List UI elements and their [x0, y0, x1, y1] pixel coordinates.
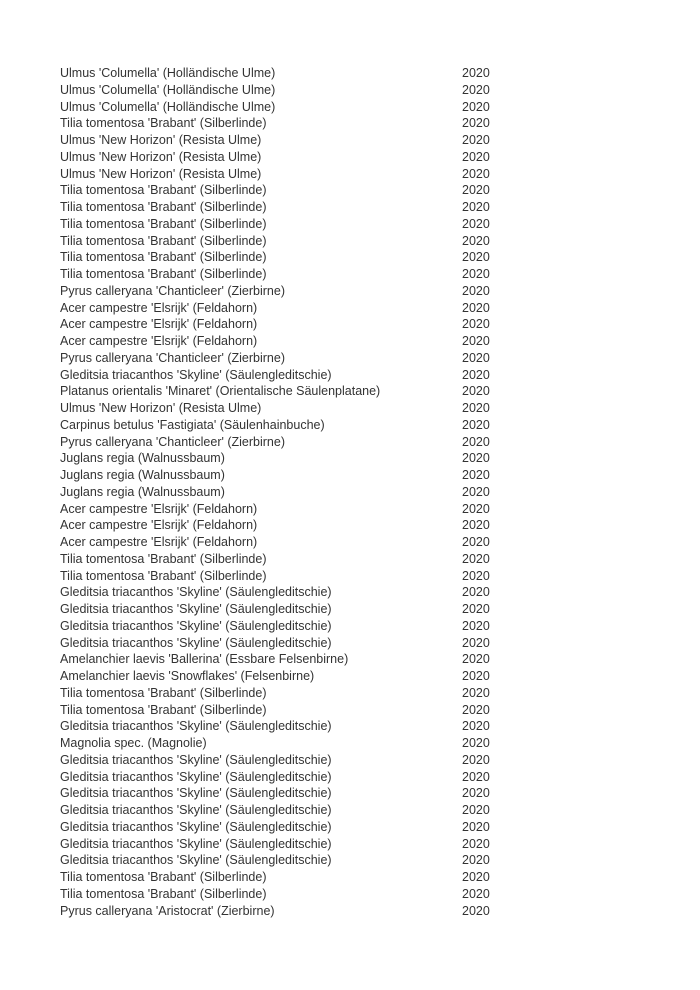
list-item: [60, 584, 700, 601]
planting-year: 2020: [462, 635, 490, 650]
list-item: [60, 383, 700, 400]
planting-year: 2020: [462, 736, 490, 750]
tree-name: Gleditsia triacanthos 'Skyline' (Säulengleditschie): [60, 853, 332, 868]
tree-name: Ulmus 'Columella' (Holländische Ulme): [60, 66, 276, 80]
list-item: [60, 685, 700, 702]
planting-year: 2020: [462, 216, 490, 231]
tree-name: Ulmus 'New Horizon' (Resista Ulme): [60, 401, 262, 415]
tree-name: Tilia tomentosa 'Brabant' (Silberlinde): [60, 267, 267, 281]
planting-year: 2020: [462, 149, 490, 164]
tree-name: Tilia tomentosa 'Brabant' (Silberlinde): [60, 886, 267, 901]
list-item: [60, 434, 700, 451]
planting-year: 2020: [462, 903, 490, 918]
planting-year: 2020: [462, 200, 490, 214]
planting-year: 2020: [462, 267, 490, 281]
tree-name: Juglans regia (Walnussbaum): [60, 484, 225, 499]
planting-year: 2020: [462, 250, 490, 265]
planting-year: 2020: [462, 484, 490, 499]
planting-year: 2020: [462, 786, 490, 801]
planting-year: 2020: [462, 434, 490, 449]
list-item: [60, 115, 700, 132]
tree-name: Ulmus 'New Horizon' (Resista Ulme): [60, 133, 262, 147]
list-item: [60, 149, 700, 166]
list-item: [60, 417, 700, 434]
tree-name: Tilia tomentosa 'Brabant' (Silberlinde): [60, 685, 267, 700]
planting-year: 2020: [462, 618, 490, 633]
list-item: [60, 166, 700, 183]
list-item: [60, 651, 700, 668]
list-item: [60, 266, 700, 283]
list-item: [60, 836, 700, 853]
list-item: [60, 601, 700, 618]
planting-year: 2020: [462, 819, 490, 834]
list-item: [60, 367, 700, 384]
list-item: [60, 735, 700, 752]
tree-name: Amelanchier laevis 'Ballerina' (Essbare Felsenbirne): [60, 652, 349, 667]
tree-name: Gleditsia triacanthos 'Skyline' (Säulengleditschie): [60, 719, 332, 734]
planting-year: 2020: [462, 317, 490, 332]
planting-year: 2020: [462, 116, 490, 131]
tree-name: Acer campestre 'Elsrijk' (Feldahorn): [60, 518, 258, 533]
planting-year: 2020: [462, 384, 490, 399]
list-item: [60, 467, 700, 484]
list-item: [60, 182, 700, 199]
tree-name: Gleditsia triacanthos 'Skyline' (Säulengleditschie): [60, 635, 332, 650]
planting-year: 2020: [462, 568, 490, 583]
planting-year: 2020: [462, 518, 490, 533]
planting-year: 2020: [462, 66, 490, 80]
list-item: [60, 886, 700, 903]
tree-name: Tilia tomentosa 'Brabant' (Silberlinde): [60, 870, 267, 884]
list-item: [60, 65, 700, 82]
list-item: [60, 450, 700, 467]
planting-year: 2020: [462, 367, 490, 382]
list-item: [60, 216, 700, 233]
list-item: [60, 249, 700, 266]
tree-name: Acer campestre 'Elsrijk' (Feldahorn): [60, 535, 258, 549]
tree-name: Carpinus betulus 'Fastigiata' (Säulenhainbuche): [60, 417, 325, 432]
planting-year: 2020: [462, 669, 490, 683]
tree-name: Gleditsia triacanthos 'Skyline' (Säulengleditschie): [60, 752, 332, 767]
planting-year: 2020: [462, 350, 490, 365]
tree-name: Ulmus 'Columella' (Holländische Ulme): [60, 99, 276, 114]
list-item: [60, 551, 700, 568]
planting-year: 2020: [462, 451, 490, 466]
tree-list: [60, 65, 700, 919]
planting-year: 2020: [462, 870, 490, 884]
tree-name: Gleditsia triacanthos 'Skyline' (Säulengleditschie): [60, 803, 332, 817]
list-item: [60, 903, 700, 920]
tree-name: Tilia tomentosa 'Brabant' (Silberlinde): [60, 200, 267, 214]
planting-year: 2020: [462, 752, 490, 767]
tree-name: Magnolia spec. (Magnolie): [60, 736, 207, 750]
list-item: [60, 618, 700, 635]
list-item: [60, 852, 700, 869]
planting-year: 2020: [462, 803, 490, 817]
list-item: [60, 233, 700, 250]
tree-name: Ulmus 'Columella' (Holländische Ulme): [60, 82, 276, 97]
tree-name: Tilia tomentosa 'Brabant' (Silberlinde): [60, 233, 267, 248]
planting-year: 2020: [462, 551, 490, 566]
tree-name: Platanus orientalis 'Minaret' (Orientalische Säulenplatane): [60, 384, 381, 399]
list-item: [60, 869, 700, 886]
tree-name: Pyrus calleryana 'Chanticleer' (Zierbirne): [60, 434, 285, 449]
list-item: [60, 350, 700, 367]
planting-year: 2020: [462, 166, 490, 181]
tree-name: Gleditsia triacanthos 'Skyline' (Säulengleditschie): [60, 618, 332, 633]
tree-name: Gleditsia triacanthos 'Skyline' (Säulengleditschie): [60, 367, 332, 382]
list-item: [60, 484, 700, 501]
planting-year: 2020: [462, 585, 490, 600]
planting-year: 2020: [462, 99, 490, 114]
planting-year: 2020: [462, 82, 490, 97]
planting-year: 2020: [462, 501, 490, 516]
tree-name: Tilia tomentosa 'Brabant' (Silberlinde): [60, 116, 267, 131]
tree-name: Tilia tomentosa 'Brabant' (Silberlinde): [60, 551, 267, 566]
list-item: [60, 333, 700, 350]
list-item: [60, 283, 700, 300]
tree-name: Gleditsia triacanthos 'Skyline' (Säulengleditschie): [60, 836, 332, 851]
list-item: [60, 82, 700, 99]
planting-year: 2020: [462, 468, 490, 482]
planting-year: 2020: [462, 769, 490, 784]
list-item: [60, 99, 700, 116]
tree-name: Tilia tomentosa 'Brabant' (Silberlinde): [60, 216, 267, 231]
tree-name: Ulmus 'New Horizon' (Resista Ulme): [60, 166, 262, 181]
tree-name: Pyrus calleryana 'Chanticleer' (Zierbirne): [60, 283, 285, 298]
tree-name: Gleditsia triacanthos 'Skyline' (Säulengleditschie): [60, 819, 332, 834]
list-item: [60, 501, 700, 518]
tree-name: Acer campestre 'Elsrijk' (Feldahorn): [60, 300, 258, 315]
tree-name: Tilia tomentosa 'Brabant' (Silberlinde): [60, 702, 267, 717]
planting-year: 2020: [462, 183, 490, 198]
tree-name: Ulmus 'New Horizon' (Resista Ulme): [60, 149, 262, 164]
planting-year: 2020: [462, 886, 490, 901]
tree-name: Gleditsia triacanthos 'Skyline' (Säulengleditschie): [60, 585, 332, 600]
list-item: [60, 300, 700, 317]
list-item: [60, 785, 700, 802]
list-item: [60, 517, 700, 534]
list-item: [60, 769, 700, 786]
list-item: [60, 702, 700, 719]
planting-year: 2020: [462, 417, 490, 432]
planting-year: 2020: [462, 283, 490, 298]
tree-name: Acer campestre 'Elsrijk' (Feldahorn): [60, 317, 258, 332]
list-item: [60, 534, 700, 551]
planting-year: 2020: [462, 300, 490, 315]
tree-name: Juglans regia (Walnussbaum): [60, 468, 225, 482]
planting-year: 2020: [462, 685, 490, 700]
list-item: [60, 199, 700, 216]
tree-name: Gleditsia triacanthos 'Skyline' (Säulengleditschie): [60, 602, 332, 616]
list-item: [60, 802, 700, 819]
tree-name: Acer campestre 'Elsrijk' (Feldahorn): [60, 334, 258, 348]
list-item: [60, 400, 700, 417]
tree-name: Tilia tomentosa 'Brabant' (Silberlinde): [60, 568, 267, 583]
planting-year: 2020: [462, 719, 490, 734]
list-item: [60, 568, 700, 585]
planting-year: 2020: [462, 652, 490, 667]
tree-name: Pyrus calleryana 'Aristocrat' (Zierbirne): [60, 903, 275, 918]
planting-year: 2020: [462, 334, 490, 348]
tree-name: Juglans regia (Walnussbaum): [60, 451, 225, 466]
planting-year: 2020: [462, 133, 490, 147]
list-item: [60, 316, 700, 333]
planting-year: 2020: [462, 602, 490, 616]
planting-year: 2020: [462, 836, 490, 851]
tree-name: Amelanchier laevis 'Snowflakes' (Felsenbirne): [60, 669, 315, 683]
list-item: [60, 819, 700, 836]
tree-name: Tilia tomentosa 'Brabant' (Silberlinde): [60, 250, 267, 265]
tree-name: Gleditsia triacanthos 'Skyline' (Säulengleditschie): [60, 786, 332, 801]
planting-year: 2020: [462, 853, 490, 868]
tree-name: Pyrus calleryana 'Chanticleer' (Zierbirne): [60, 350, 285, 365]
planting-year: 2020: [462, 702, 490, 717]
list-item: [60, 752, 700, 769]
list-item: [60, 668, 700, 685]
planting-year: 2020: [462, 233, 490, 248]
tree-name: Tilia tomentosa 'Brabant' (Silberlinde): [60, 183, 267, 198]
tree-name: Acer campestre 'Elsrijk' (Feldahorn): [60, 501, 258, 516]
tree-name: Gleditsia triacanthos 'Skyline' (Säulengleditschie): [60, 769, 332, 784]
planting-year: 2020: [462, 401, 490, 415]
list-item: [60, 635, 700, 652]
list-item: [60, 132, 700, 149]
list-item: [60, 718, 700, 735]
planting-year: 2020: [462, 535, 490, 549]
